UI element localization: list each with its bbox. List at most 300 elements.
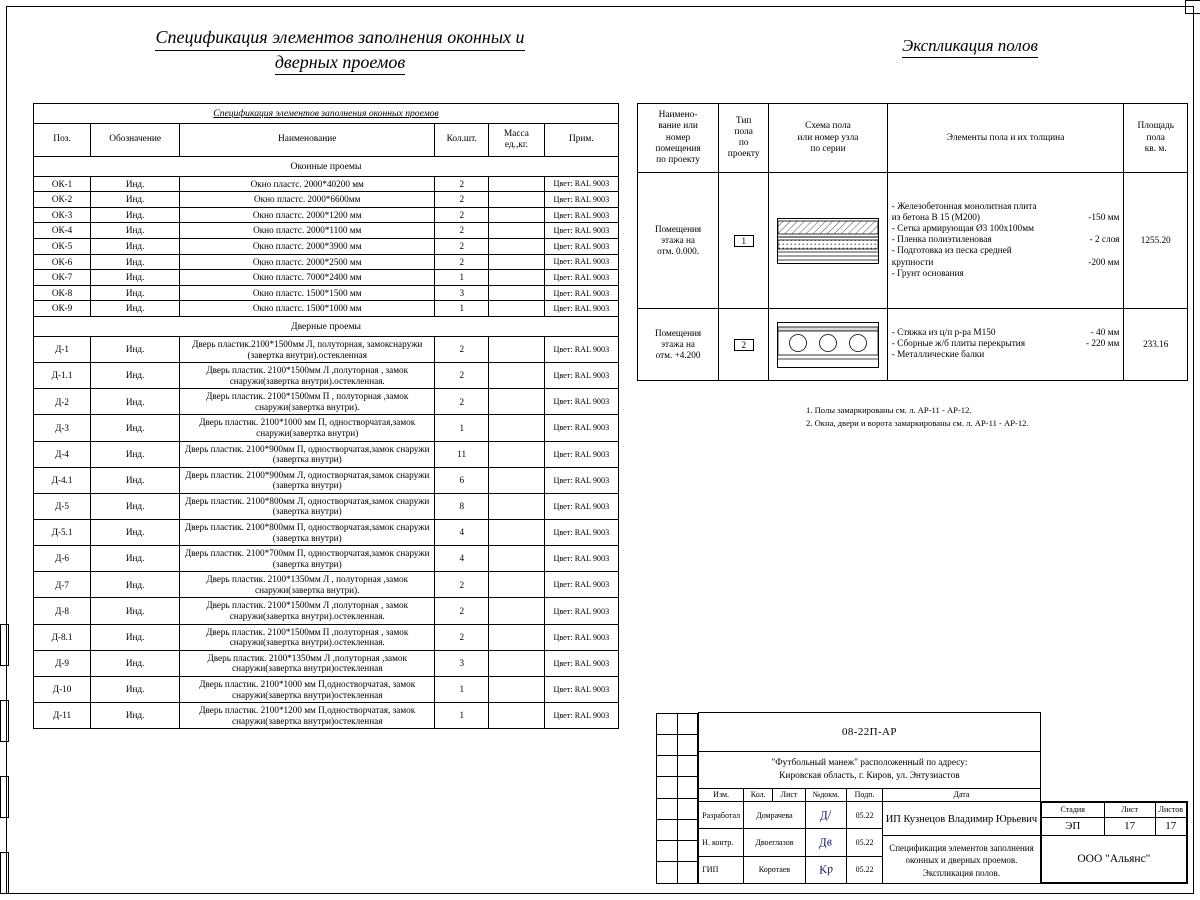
person-name: Двоеглазов [744,829,806,856]
cell-oboz: Инд. [91,176,180,192]
cell-oboz: Инд. [91,363,180,389]
element-line [892,350,1120,361]
cell-mass [489,270,544,286]
table-row [34,467,619,493]
cell-pos: Д-3 [34,415,91,441]
cell-pos: Д-11 [34,703,91,729]
cell-pos: Д-1 [34,336,91,362]
cell-name: Дверь пластик. 2100*1500мм Л ,полуторная , замок снаружи(завертка внутри).остекленная. [180,363,435,389]
cell-mass [489,415,544,441]
cell-oboz: Инд. [91,207,180,223]
margin-tick [0,700,9,742]
cell-prim: Цвет: RAL 9003 [544,703,618,729]
floors-scheme-cell [769,173,887,309]
cell-kol: 2 [435,389,489,415]
cell-prim: Цвет: RAL 9003 [544,389,618,415]
signature-mark: Дв [818,834,834,850]
room-line: Помещения [654,224,702,235]
cell-mass [489,650,544,676]
object-line1: "Футбольный манеж" расположенный по адресу: [771,758,968,769]
table-row [34,703,619,729]
hdr-line: или номер узла [797,132,859,143]
element-line [892,269,1120,280]
lists-label: Листов [1155,802,1186,817]
table-row [34,650,619,676]
cell-pos: Д-2 [34,389,91,415]
cell-oboz: Инд. [91,270,180,286]
spec-header-row [34,124,619,157]
hdr-line: вание или [658,121,698,132]
cell-mass [489,676,544,702]
col-list: Лист [773,789,806,802]
cell-pos: ОК-2 [34,192,91,208]
cell-oboz: Инд. [91,301,180,317]
cell-pos: Д-5 [34,493,91,519]
cell-kol: 8 [435,493,489,519]
hdr-line: номер [665,132,691,143]
cell-mass [489,285,544,301]
cell-pos: Д-8.1 [34,624,91,650]
project-code: 08-22П-АР [699,713,1041,752]
signature-cell [805,856,846,883]
cell-kol: 2 [435,363,489,389]
cell-pos: Д-5.1 [34,520,91,546]
cell-pos: ОК-9 [34,301,91,317]
cell-prim: Цвет: RAL 9003 [544,650,618,676]
cell-kol: 6 [435,467,489,493]
element-text: - Грунт основания [891,268,964,279]
hdr-line: Схема пола [805,121,851,132]
floors-type [719,173,769,309]
cell-pos: Д-7 [34,572,91,598]
list-label: Лист [1104,802,1155,817]
floors-scheme-cell [769,309,887,381]
cell-kol: 2 [435,624,489,650]
room-line: этажа на [661,235,695,246]
cell-oboz: Инд. [91,336,180,362]
cell-kol: 2 [435,239,489,255]
signature-date: 05.22 [846,801,882,828]
margin-tick [0,624,9,666]
title-block [656,712,1188,884]
cell-prim: Цвет: RAL 9003 [544,176,618,192]
cell-kol: 2 [435,336,489,362]
floors-col-header-room [638,104,719,173]
cell-oboz: Инд. [91,650,180,676]
cell-prim: Цвет: RAL 9003 [544,493,618,519]
element-text: - Подготовка из песка средней [891,246,1012,257]
object-line2: Кировская область, г. Киров, ул. Энтузиастов [779,771,960,781]
grid-cell [677,819,698,840]
cell-oboz: Инд. [91,676,180,702]
cell-mass [489,363,544,389]
cell-pos: ОК-7 [34,270,91,286]
element-text: - Железобетонная монолитная плита [891,201,1037,212]
cell-oboz: Инд. [91,598,180,624]
cell-kol: 2 [435,598,489,624]
grid-cell [657,756,678,777]
cell-name: Окно пластс. 2000*6600мм [180,192,435,208]
cell-oboz: Инд. [91,239,180,255]
cell-pos: ОК-8 [34,285,91,301]
hdr-line: Наимено- [658,110,698,120]
cell-oboz: Инд. [91,254,180,270]
room-line: Помещения [654,328,702,339]
floor-scheme-2 [777,322,879,368]
table-row [34,389,619,415]
cell-mass [489,598,544,624]
cell-pos: ОК-6 [34,254,91,270]
grid-cell [677,734,698,755]
cell-mass [489,254,544,270]
signature-mark: Кр [817,861,834,878]
cell-pos: Д-6 [34,546,91,572]
table-row [34,239,619,255]
floors-col-header-area [1124,104,1188,173]
cell-name: Дверь пластик. 2100*1000 мм П, одностворчатая,замок снаружи(завертка внутри) [180,415,435,441]
object-name [699,752,1041,789]
room-line: этажа на [661,339,695,350]
cell-name: Дверь пластик. 2100*900мм Л, одностворчатая,замок снаружи (завертка внутри) [180,467,435,493]
cell-oboz: Инд. [91,223,180,239]
cell-prim: Цвет: RAL 9003 [544,467,618,493]
element-line [892,235,1120,246]
table-row [34,598,619,624]
element-line [892,202,1120,213]
floors-col-header-scheme [769,104,887,173]
floors-elements [887,309,1124,381]
cell-pos: Д-10 [34,676,91,702]
table-row [34,301,619,317]
signature-mark: Д/ [819,806,833,823]
cell-mass [489,207,544,223]
floors-col-header-type [719,104,769,173]
floors-elements [887,173,1124,309]
floor-type-badge: 2 [734,339,754,352]
company-name: ООО "Альянс" [1041,836,1186,883]
hdr-line: по серии [810,143,846,154]
cell-prim: Цвет: RAL 9003 [544,301,618,317]
stage-block [1040,801,1187,883]
cell-oboz: Инд. [91,624,180,650]
floor-scheme-2-svg [778,323,878,367]
cell-name: Окно пластс. 2000*3900 мм [180,239,435,255]
revision-grid [656,713,698,884]
table-row [34,363,619,389]
cell-pos: ОК-1 [34,176,91,192]
col-header-oboz: Обозначение [91,124,180,157]
cell-name: Окно пластс. 2000*1100 мм [180,223,435,239]
person-name: Коротаев [744,856,806,883]
table-row [34,285,619,301]
element-line [892,328,1120,339]
grid-cell [677,777,698,798]
cell-kol: 3 [435,650,489,676]
cell-prim: Цвет: RAL 9003 [544,598,618,624]
cell-name: Дверь пластик. 2100*1500мм П ,полуторная , замок снаружи(завертка внутри).остекленная. [180,624,435,650]
element-text: - Пленка полиэтиленовая [891,235,992,246]
cell-pos: Д-8 [34,598,91,624]
sheet-title-line: оконных и дверных проемов. [905,855,1018,866]
col-header-pos: Поз. [34,124,91,157]
cell-prim: Цвет: RAL 9003 [544,207,618,223]
cell-mass [489,389,544,415]
role-label: Разработал [699,801,744,828]
element-text: из бетона В 15 (М200) [891,213,980,224]
cell-kol: 2 [435,192,489,208]
cell-name: Окно пластс. 2000*2500 мм [180,254,435,270]
cell-pos: Д-4.1 [34,467,91,493]
room-line: отм. +4.200 [655,350,701,361]
signature-date: 05.22 [846,856,882,883]
table-row [34,415,619,441]
floors-col-header-elements: Элементы пола и их толщина [887,104,1124,173]
spec-section-row [34,156,619,176]
table-row [34,336,619,362]
cell-pos: Д-1.1 [34,363,91,389]
cell-name: Окно пластс. 1500*1000 мм [180,301,435,317]
table-row [34,176,619,192]
cell-kol: 11 [435,441,489,467]
cell-name: Дверь пластик. 2100*1500мм П , полуторная ,замок снаружи(завертка внутри). [180,389,435,415]
stage-label: Стадия [1041,802,1104,817]
cell-mass [489,467,544,493]
element-line [892,258,1120,269]
lists-value: 17 [1155,817,1186,835]
hdr-line: проекту [727,149,760,160]
margin-tick [0,776,9,818]
cell-name: Дверь пластик. 2100*1000 мм П,одностворчатая, замок снаружи(завертка внутри)остекленная [180,676,435,702]
cell-prim: Цвет: RAL 9003 [544,285,618,301]
grid-cell [677,862,698,883]
table-row [34,192,619,208]
stage-value: ЭП [1041,817,1104,835]
col-header-mass [489,124,544,157]
grid-cell [677,756,698,777]
stage-table [1041,802,1187,883]
table-row [34,254,619,270]
cell-prim: Цвет: RAL 9003 [544,572,618,598]
floor-scheme-1 [777,218,879,264]
cell-name: Окно пластс. 2000*40200 мм [180,176,435,192]
hdr-line: по проекту [656,155,700,166]
cell-prim: Цвет: RAL 9003 [544,441,618,467]
cell-kol: 2 [435,207,489,223]
floors-table [637,103,1188,381]
cell-kol: 1 [435,703,489,729]
table-row [34,520,619,546]
cell-name: Дверь пластик. 2100*1350мм Л ,полуторная ,замок снаружи(завертка внутри)остекленная [180,650,435,676]
cell-prim: Цвет: RAL 9003 [544,415,618,441]
cell-mass [489,441,544,467]
grid-cell [657,734,678,755]
cell-mass [489,336,544,362]
cell-kol: 1 [435,270,489,286]
spec-section-title: Оконные проемы [34,156,619,176]
grid-cell [677,798,698,819]
note-line: 1. Полы замаркированы см. л. АР-11 - АР-12. [806,405,972,415]
hdr-line: пола [1146,132,1165,143]
spec-section-title: Дверные проемы [34,316,619,336]
element-line [892,246,1120,257]
signature-cell [805,829,846,856]
cell-mass [489,493,544,519]
floors-header-row [638,104,1188,173]
cell-kol: 4 [435,520,489,546]
cell-pos: ОК-3 [34,207,91,223]
element-line [892,224,1120,235]
cell-mass [489,546,544,572]
table-row [34,270,619,286]
cell-kol: 2 [435,572,489,598]
cell-name: Дверь пластик.2100*1500мм Л, полуторная, замокснаружи (завертка внутри).остекленная [180,336,435,362]
col-header-kol: Кол.шт. [435,124,489,157]
notes-block [806,404,1029,430]
col-ndok: №докм. [805,789,846,802]
cell-oboz: Инд. [91,441,180,467]
cell-name: Дверь пластик. 2100*800мм Л, одностворчатая,замок снаружи (завертка внутри) [180,493,435,519]
cell-kol: 3 [435,285,489,301]
table-row [34,493,619,519]
cell-kol: 1 [435,301,489,317]
cell-prim: Цвет: RAL 9003 [544,270,618,286]
grid-cell [657,819,678,840]
cell-mass [489,223,544,239]
title-left-line1: Спецификация элементов заполнения оконных и [155,26,524,51]
element-value: - 220 мм [1085,339,1120,350]
element-line [892,213,1120,224]
cell-prim: Цвет: RAL 9003 [544,546,618,572]
element-value: -200 мм [1088,257,1120,268]
grid-cell [657,713,678,734]
element-text: - Металлические балки [891,350,985,361]
cell-kol: 2 [435,254,489,270]
cell-pos: Д-9 [34,650,91,676]
col-header-mass-l1: Масса [503,129,529,140]
hdr-line: кв. м. [1144,143,1167,154]
hdr-line: помещения [655,143,701,154]
page-title-right [840,36,1100,58]
cell-prim: Цвет: RAL 9003 [544,363,618,389]
hdr-line: Площадь [1137,121,1174,132]
element-value: - 40 мм [1090,328,1120,339]
cell-oboz: Инд. [91,703,180,729]
list-value: 17 [1104,817,1155,835]
cell-oboz: Инд. [91,192,180,208]
hdr-line: по [738,138,749,149]
grid-cell [657,862,678,883]
col-data: Дата [883,789,1041,802]
note-line: 2. Окна, двери и ворота замаркированы см. л. АР-11 - АР-12. [806,417,1029,428]
cell-oboz: Инд. [91,415,180,441]
margin-tick [1185,0,1200,14]
grid-cell [677,841,698,862]
cell-mass [489,301,544,317]
title-block-table [656,712,1188,884]
cell-mass [489,703,544,729]
cell-name: Окно пластс. 2000*1200 мм [180,207,435,223]
table-row [34,624,619,650]
role-label: ГИП [699,856,744,883]
col-header-mass-l2: ед.,кг. [504,139,528,150]
floors-type [719,309,769,381]
cell-name: Дверь пластик. 2100*700мм П, одностворчатая,замок снаружи (завертка внутри) [180,546,435,572]
table-row [34,676,619,702]
cell-name: Дверь пластик. 2100*900мм П, одностворчатая,замок снаружи (завертка внутри) [180,441,435,467]
floors-row [638,173,1188,309]
hdr-line: Тип [735,115,752,126]
cell-kol: 2 [435,223,489,239]
customer-and-title [883,801,1041,883]
cell-oboz: Инд. [91,493,180,519]
sheet-title-line: Экспликация полов. [922,867,1001,878]
customer-name: ИП Кузнецов Владимир Юрьевич [882,804,1041,836]
cell-oboz: Инд. [91,572,180,598]
cell-mass [489,520,544,546]
page-title-left [60,26,620,75]
floor-type-badge: 1 [734,235,754,248]
cell-oboz: Инд. [91,520,180,546]
cell-oboz: Инд. [91,389,180,415]
element-text: - Сетка армирующая Ø3 100х100мм [891,224,1034,235]
signature-cell [805,801,846,828]
cell-prim: Цвет: RAL 9003 [544,336,618,362]
element-value: - 2 слоя [1089,235,1120,246]
grid-cell [657,798,678,819]
floor-scheme-1-svg [778,219,878,263]
cell-name: Окно пластс. 7000*2400 мм [180,270,435,286]
signature-date: 05.22 [846,829,882,856]
spec-table [33,103,619,729]
col-kol: Кол. [744,789,773,802]
cell-kol: 1 [435,676,489,702]
cell-prim: Цвет: RAL 9003 [544,676,618,702]
sheet-title-line: Спецификация элементов заполнения [889,843,1034,854]
col-header-name: Наименование [180,124,435,157]
cell-name: Дверь пластик. 2100*1350мм Л , полуторная ,замок снаружи(завертка внутри). [180,572,435,598]
cell-name: Окно пластс. 1500*1500 мм [180,285,435,301]
cell-mass [489,176,544,192]
revision-grid-cell [656,713,699,884]
element-text: крупности [891,257,934,268]
table-row [34,207,619,223]
element-value: -150 мм [1088,213,1120,224]
role-label: Н. контр. [699,829,744,856]
grid-cell [657,777,678,798]
cell-mass [489,572,544,598]
cell-kol: 4 [435,546,489,572]
cell-pos: ОК-4 [34,223,91,239]
hdr-line: пола [734,126,753,137]
cell-pos: ОК-5 [34,239,91,255]
spec-caption-row [34,104,619,124]
cell-prim: Цвет: RAL 9003 [544,624,618,650]
floors-row [638,309,1188,381]
cell-mass [489,239,544,255]
sheet-title [886,836,1037,878]
grid-cell [677,713,698,734]
cell-name: Дверь пластик. 2100*1200 мм П,одностворчатая, замок снаружи(завертка внутри)остекленная [180,703,435,729]
cell-prim: Цвет: RAL 9003 [544,192,618,208]
floors-area: 233.16 [1124,309,1188,381]
grid-cell [657,841,678,862]
cell-oboz: Инд. [91,467,180,493]
cell-name: Дверь пластик. 2100*1500мм Л ,полуторная , замок снаружи(завертка внутри).остекленная. [180,598,435,624]
col-header-prim: Прим. [544,124,618,157]
table-row [34,223,619,239]
cell-prim: Цвет: RAL 9003 [544,254,618,270]
element-line [892,339,1120,350]
